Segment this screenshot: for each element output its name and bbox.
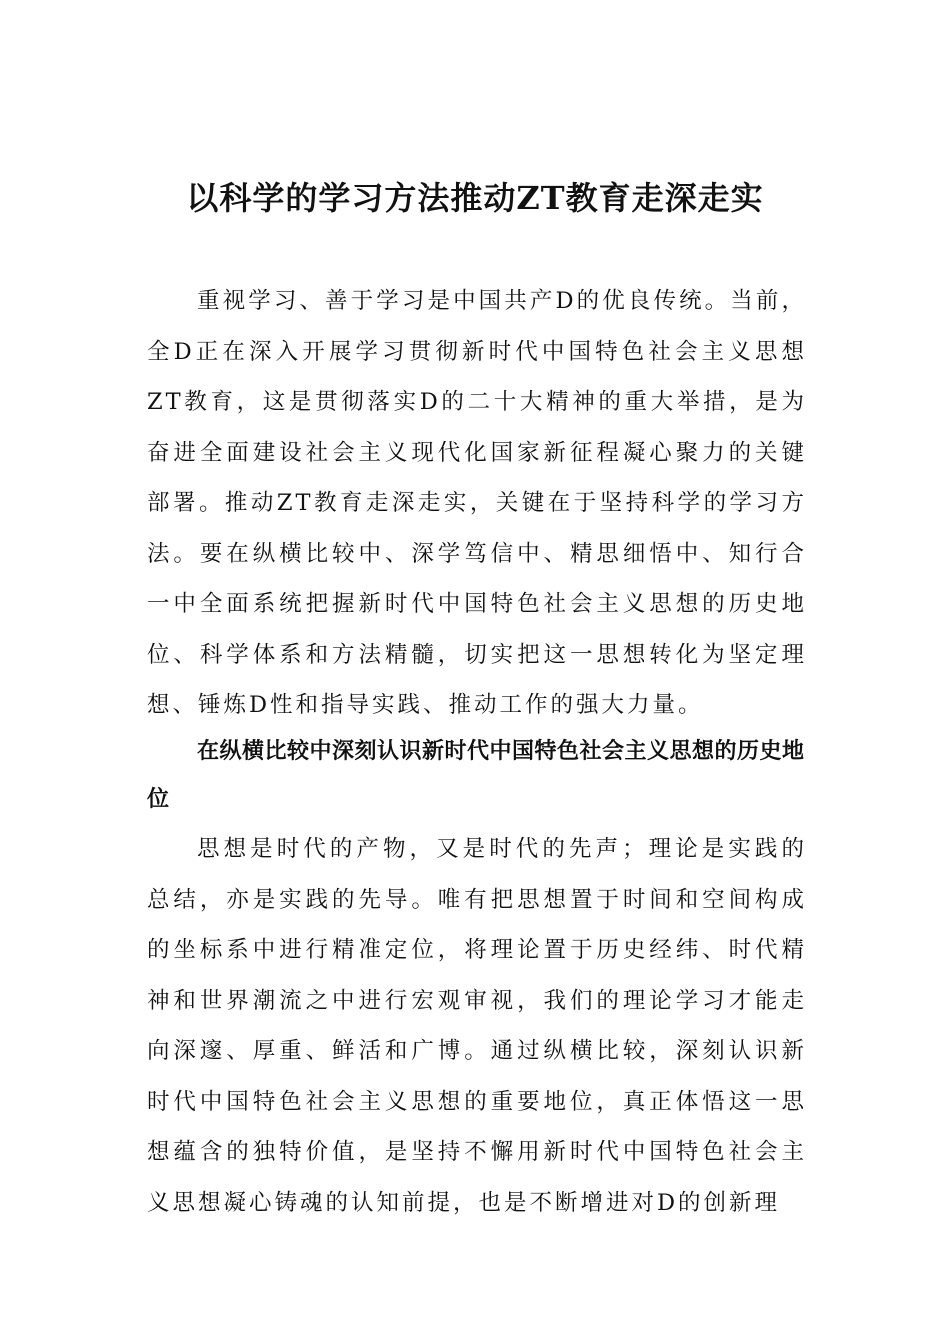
section-heading: 在纵横比较中深刻认识新时代中国特色社会主义思想的历史地位 — [147, 739, 805, 812]
body-paragraph: 重视学习、善于学习是中国共产D的优良传统。当前，全D正在深入开展学习贯彻新时代中国特色社会主义思想ZT教育，这是贯彻落实D的二十大精神的重大举措，是为奋进全面建设社会主义现代化国家新征程凝心聚力的关键部署。推动ZT教育走深走实，关键在于坚持科学的学习方法。要在纵横比较中、深学笃信中、精思细悟中、知行合一中全面系统把握新时代中国特色社会主义思想的历史地位、科学体系和方法精髓，切实把这一思想转化为坚定理想、锤炼D性和指导实践、推动工作的强大力量。 — [147, 288, 807, 718]
body-paragraph: 思想是时代的产物，又是时代的先声；理论是实践的总结，亦是实践的先导。唯有把思想置于时间和空间构成的坐标系中进行精准定位，将理论置于历史经纬、时代精神和世界潮流之中进行宏观审视，我们的理论学习才能走向深邃、厚重、鲜活和广博。通过纵横比较，深刻认识新时代中国特色社会主义思想的重要地位，真正体悟这一思想蕴含的独特价值，是坚持不懈用新时代中国特色社会主义思想凝心铸魂的认知前提，也是不断增进对D的创新理 — [147, 836, 807, 1216]
document-title: 以科学的学习方法推动ZT教育走深走实 — [186, 179, 764, 217]
